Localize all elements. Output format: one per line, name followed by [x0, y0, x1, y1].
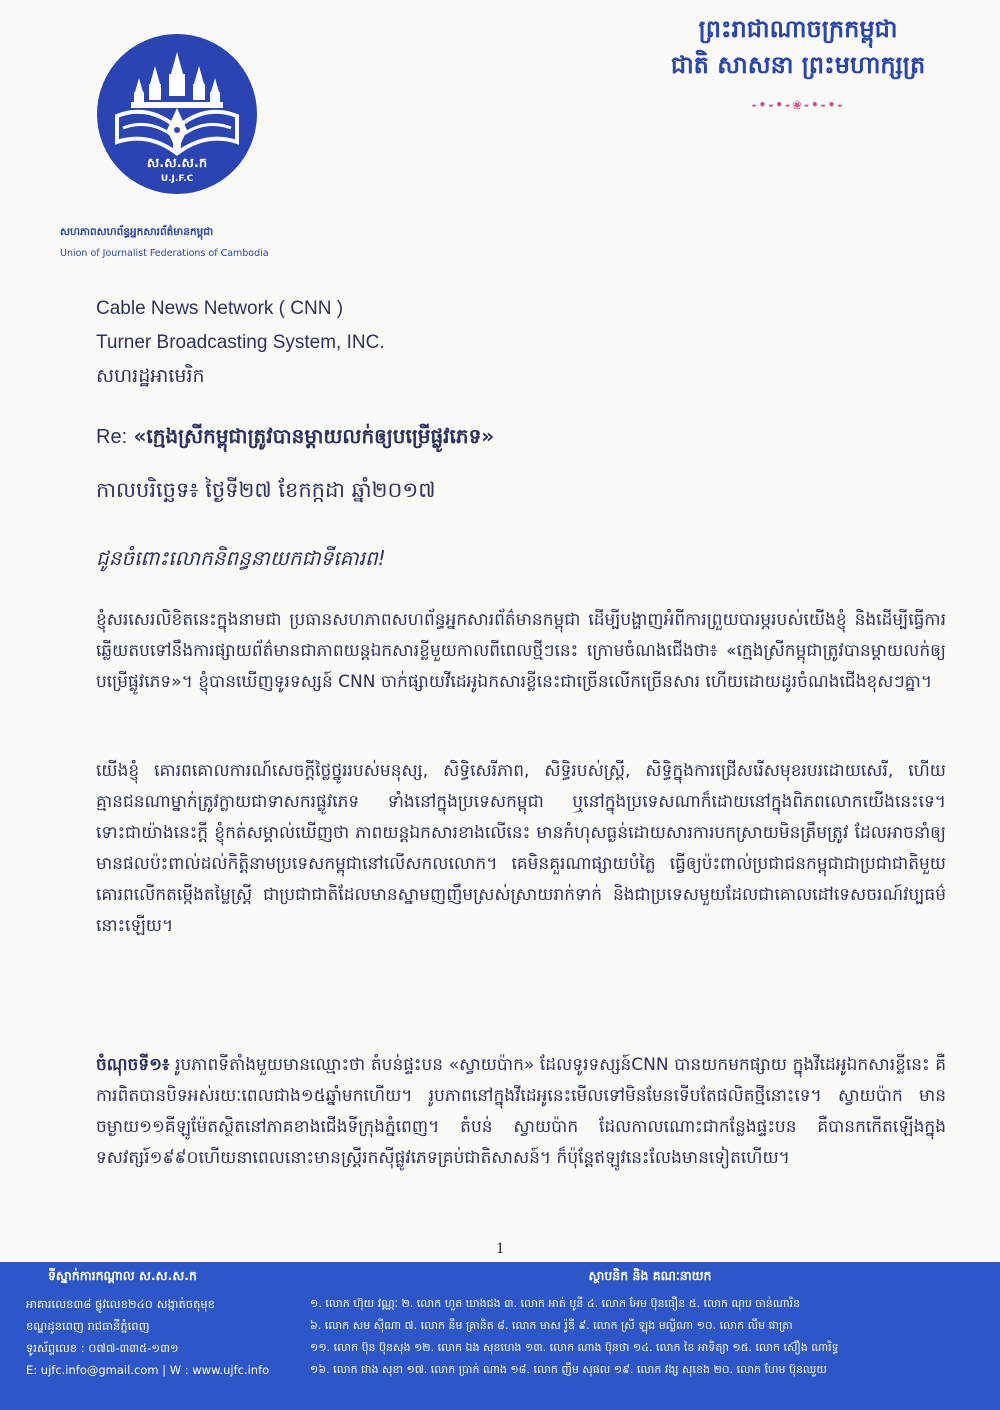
org-name-en: Union of Journalist Federations of Cambodia — [60, 248, 269, 259]
founders-line-1: ១. លោក ហ៊ុយ វណ្ណៈ ២. លោក ហួត ឃាងជង ៣. លោក អាត់ បូនី ៤. លោក អែម ប៊ុនធឿន ៥. លោក ណុប ចាន់ណារិន — [310, 1297, 801, 1310]
addressee-line-3: សហរដ្ឋអាមេរិក — [96, 366, 205, 387]
hq-email-web: E: ujfc.info@gmail.com | W : www.ujfc.info — [26, 1363, 270, 1377]
paragraph-3 — [96, 1050, 946, 1174]
national-motto — [638, 12, 958, 112]
motto-nation-religion-king: ជាតិ សាសនា ព្រះមហាក្សត្រ — [670, 51, 926, 79]
addressee-line-1: Cable News Network ( CNN ) — [96, 298, 344, 319]
motto-kingdom: ព្រះរាជាណាចក្រកម្ពុជា — [698, 15, 898, 43]
motto-ornament: -•-•-❀-•-•- — [751, 98, 845, 112]
footer-hq — [26, 1268, 296, 1381]
org-name-kh: សហភាពសហព័ន្ធអ្នកសារព័ត៌មានកម្ពុជា — [60, 226, 214, 238]
addressee-block — [96, 292, 385, 394]
page-number: 1 — [496, 1240, 504, 1257]
paragraph-2: យើងខ្ញុំ គោរពគោលការណ៍សេចក្ដីថ្លៃថ្នូររបស់មនុស្ស, សិទ្ធិសេរីភាព, សិទ្ធិរបស់ស្ត្រី, សិទ្ធិក្នុងការជ្រើសរើសមុខរបរដោយសេរី, ហើយគ្មានជនណាម្នាក់ត្រូវក្លាយជាទាសករផ្លូវភេទ ទាំងនៅក្នុងប្រទេសកម្ពុជា ឬនៅក្នុងប្រទេសណាក៏ដោយនៅក្នុងពិភពលោកយើងនេះទេ។ ទោះជាយ៉ាងនេះក្ដី ខ្ញុំកត់សម្គាល់ឃើញថា ភាពយន្តឯកសារខាងលើនេះ មានកំហុសធ្ងន់ដោយសារការបកស្រាយមិនត្រឹមត្រូវ ដែលអាចនាំឲ្យមានផលប៉ះពាល់ដល់កិត្តិនាមប្រទេសកម្ពុជានៅលើសកលលោក។ គេមិនគួរណាផ្សាយបំភ្លៃ ធ្វើឲ្យប៉ះពាល់ប្រជាជនកម្ពុជាជាប្រជាជាតិមួយគោរពលើកតម្កើងតម្លៃស្ត្រី ជាប្រជាជាតិដែលមានស្នាមញញឹមស្រស់ស្រាយរាក់ទាក់ និងជាប្រទេសមួយដែលជាគោលដៅទេសចរណ៍វប្បធម៌នោះឡើយ។ — [96, 761, 946, 936]
point-one-label: ចំណុចទី១៖ — [96, 1055, 170, 1075]
letter-date: កាលបរិច្ឆេទ៖ ថ្ងៃទី២៧ ខែកក្កដា ឆ្នាំ២០១៧ — [96, 478, 436, 502]
footer-founders — [310, 1268, 990, 1381]
logo-ujfc: U.J.F.C — [160, 174, 194, 184]
logo-acronym: ស.ស.ស.ក — [146, 156, 208, 171]
hq-address-2: ខណ្ឌដូនពេញ រាជធានីភ្នំពេញ — [26, 1319, 150, 1333]
subject-text: «ក្មេងស្រីកម្ពុជាត្រូវបានម្ដាយលក់ឲ្យបម្រើផ្លូវភេទ» — [133, 424, 495, 448]
addressee-line-2: Turner Broadcasting System, INC. — [96, 332, 385, 353]
footer — [0, 1262, 1000, 1410]
greeting: ជូនចំពោះលោកនិពន្ធនាយកជាទីគោរព! — [96, 546, 386, 570]
hq-phone: ទូរស័ព្ទលេខ : ០៧៧-៣៣៥-១៣១ — [26, 1341, 179, 1355]
point-one-text: រូបភាពទីតាំងមួយមានឈ្មោះថា តំបន់ផ្ទះបន «ស្វាយប៉ាក» ដែលទូរទស្សន៍CNN បានយកមកផ្សាយ ក្នុងវីដេអូឯកសារខ្លីនេះ គឺការពិតបានបិទអស់រយៈពេលជាង១៥ឆ្នាំមកហើយ។ រូបភាពនៅក្នុងវីដេអូនេះមើលទៅមិនមែនទើបតែផលិតថ្មីនោះទេ។ ស្វាយប៉ាក មានចម្ងាយ១១គីឡូម៉ែតស្ថិតនៅភាគខាងជើងទីក្រុងភ្នំពេញ។ តំបន់ ស្វាយប៉ាក ដែលកាលណោះជាកន្លែងផ្ទះបន គឺបានកកើតឡើងក្នុងទសវត្សរ៍១៩៩០ហើយនាពេលនោះមានស្ត្រីរកស៊ីផ្លូវភេទគ្រប់ជាតិសាសន៍។ ក៏ប៉ុន្តែឥឡូវនេះលែងមានទៀតហើយ។ — [96, 1055, 947, 1168]
paragraph-1: ខ្ញុំសរសេរលិខិតនេះក្នុងនាមជា ប្រធានសហភាពសហព័ន្ធអ្នកសារព័ត៌មានកម្ពុជា ដើម្បីបង្ហាញអំពីការព្រួយបារម្ភរបស់យើងខ្ញុំ និងដើម្បីធ្វើការឆ្លើយតបទៅនឹងការផ្សាយព័ត៌មានជាភាពយន្តឯកសារខ្លីមួយកាលពីពេលថ្មីៗនេះ ក្រោមចំណងជើងថា៖ «ក្មេងស្រីកម្ពុជាត្រូវបានម្ដាយលក់ឲ្យបម្រើផ្លូវភេទ»។ ខ្ញុំបានឃើញទូរទស្សន៍ CNN ចាក់ផ្សាយវីដេអូឯកសារខ្លីនេះជាច្រើនលើកច្រើនសារ ហើយដោយដូរចំណងជើងខុសៗគ្នា។ — [96, 610, 946, 692]
founders-line-4: ១៦. លោក ជាង សុខា ១៧. លោក ប្រាក់ ណាង ១៨. លោក ញឹម សុផល ១៩. លោក វង្ស សុខេង ២០. លោក ហែម ប៊ុនឈួយ — [310, 1363, 827, 1376]
re-label: Re: — [96, 426, 128, 448]
hq-title: ទីស្នាក់ការកណ្ដាល ស.ស.ស.ក — [48, 1268, 197, 1283]
founders-line-2: ៦. លោក សម ស៊ីណា ៧. លោក នឹម គ្រានិត ៨. លោក មាស រ៉ូឌី ៩. លោក ស្រី ឡុង មល្លីណា ១០. លោក លឹម ផាត្រា — [310, 1319, 793, 1332]
founders-title: ស្ថាបនិក និង គណៈនាយក — [588, 1268, 712, 1283]
subject-line — [96, 423, 494, 453]
founders-line-3: ១១. លោក ប៊ុន ប៊ុនសុង ១២. លោក ឯង សុខហេង ១៣. លោក ណាង ប៊ុនថា ១៤. លោក ខៃ អាទិត្យា ១៥. លោក ស៊ឿង ណារិទ្ធ — [310, 1341, 839, 1354]
hq-address-1: អាគារលេខ៣៨ ផ្លូវលេខ២៤០ សង្កាត់ចតុមុខ — [26, 1297, 215, 1311]
